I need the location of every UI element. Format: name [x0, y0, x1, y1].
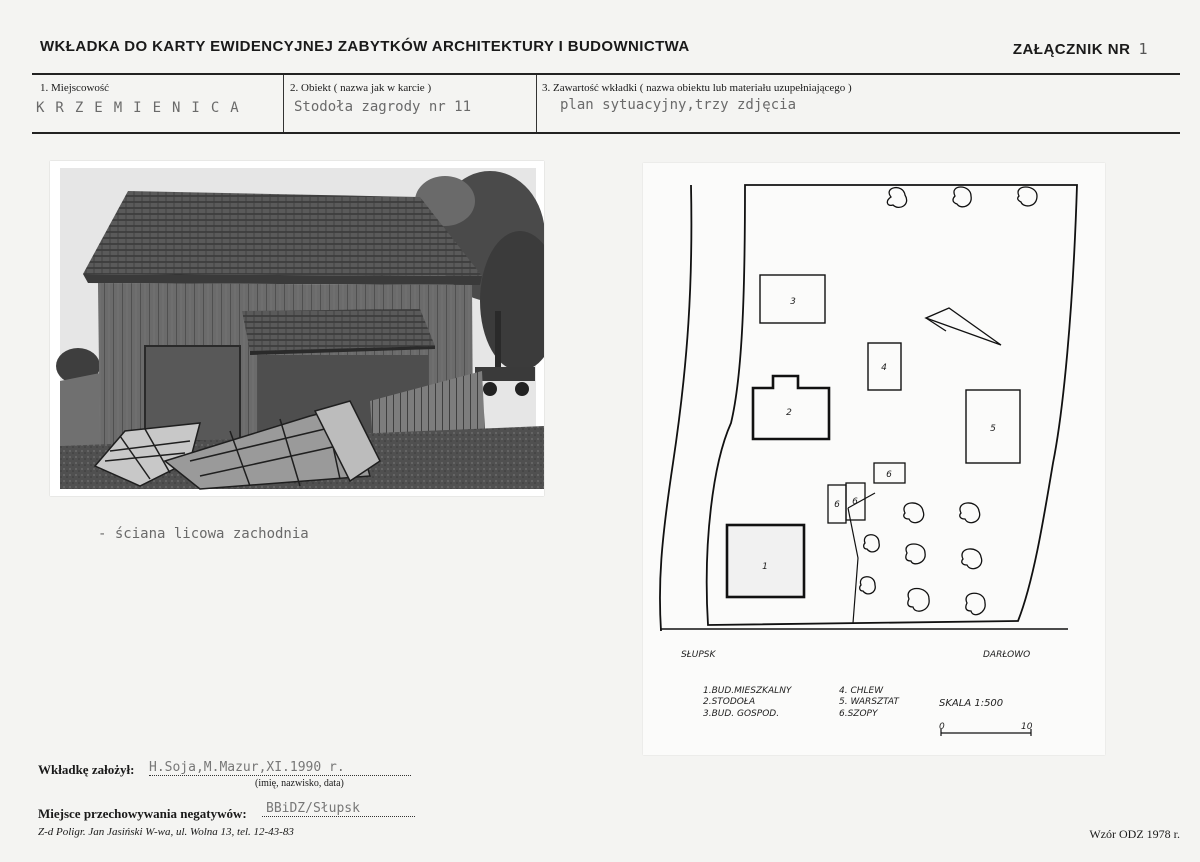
- created-by-hint: (imię, nazwisko, data): [255, 778, 344, 789]
- north-arrow-icon: [926, 308, 1001, 345]
- scale-bar: [941, 729, 1031, 736]
- site-plan-frame: [643, 163, 1105, 755]
- legend-item-4: 4. CHLEW: [839, 686, 884, 696]
- photo-barn-roof: [83, 191, 482, 276]
- legend-item-1: 1.BUD.MIESZKALNY: [703, 686, 792, 696]
- form-model-id: Wzór ODZ 1978 r.: [1089, 827, 1180, 841]
- building-3-label: 3: [790, 297, 796, 307]
- building-2: [753, 376, 829, 439]
- printer-info: Z-d Poligr. Jan Jasiński W-wa, ul. Wolna 13, tel. 12-43-83: [38, 826, 294, 838]
- header-rule-top: [32, 73, 1180, 75]
- legend-item-5: 5. WARSZTAT: [839, 697, 899, 707]
- scale-end: 10: [1021, 722, 1033, 732]
- barn-photo-frame: [50, 161, 544, 496]
- building-5-label: 5: [990, 424, 996, 434]
- attachment-label: ZAŁĄCZNIK NR: [1012, 41, 1131, 58]
- form-title: WKŁADKA DO KARTY EWIDENCYJNEJ ZABYTKÓW ARCHITEKTURY I BUDOWNICTWA: [40, 38, 690, 55]
- building-6-a-label: 6: [886, 470, 892, 480]
- photo-leanto-roof: [242, 309, 435, 351]
- attachment-value: 1: [1138, 40, 1148, 58]
- header-rule-bottom: [32, 132, 1180, 134]
- site-plan: [643, 163, 1105, 755]
- building-4: [868, 343, 901, 390]
- negatives-storage-value: BBiDZ/Słupsk: [262, 801, 415, 817]
- contents-value: plan sytuacyjny,trzy zdjęcia: [560, 97, 797, 113]
- field-divider-2: [536, 75, 537, 132]
- barn-photo: [50, 161, 544, 496]
- road-label-left: SŁUPSK: [681, 650, 716, 660]
- contents-label: 3. Zawartość wkładki ( nazwa obiektu lub materiału uzupełniającego ): [542, 82, 852, 94]
- building-6-b-label: 6: [834, 500, 840, 510]
- field-divider-1: [283, 75, 284, 132]
- object-label: 2. Obiekt ( nazwa jak w karcie ): [290, 82, 432, 94]
- building-2-label: 2: [786, 408, 792, 418]
- scale-start: 0: [939, 722, 945, 732]
- object-value: Stodoła zagrody nr 11: [294, 99, 472, 115]
- place-label: 1. Miejscowość: [40, 82, 110, 94]
- created-by-label: Wkładkę założył:: [38, 762, 135, 777]
- legend-item-2: 2.STODOŁA: [703, 697, 756, 707]
- building-5: [966, 390, 1020, 463]
- attachment-number: [1013, 40, 1148, 58]
- road-label-right: DARŁOWO: [983, 650, 1031, 660]
- building-3: [760, 275, 825, 323]
- negatives-storage-label: Miejsce przechowywania negatywów:: [38, 806, 247, 821]
- place-value: KRZEMIENICA: [36, 100, 250, 116]
- building-6-a: [874, 463, 905, 483]
- created-by-value: H.Soja,M.Mazur,XI.1990 r.: [149, 760, 411, 776]
- building-1-label: 1: [762, 562, 768, 572]
- scale-label: SKALA 1:500: [939, 698, 1004, 709]
- legend-item-6: 6.SZOPY: [839, 709, 878, 719]
- building-1: [727, 525, 804, 597]
- legend-item-3: 3.BUD. GOSPOD.: [703, 709, 780, 719]
- building-6-c-label: 6: [852, 497, 858, 507]
- building-4-label: 4: [881, 363, 887, 373]
- photo-side-shed: [60, 373, 100, 446]
- tree-symbols: [860, 187, 1037, 615]
- road-curve: [660, 185, 692, 631]
- plan-legend: [703, 686, 900, 719]
- photo-caption: - ściana licowa zachodnia: [98, 526, 309, 542]
- building-6-b: [828, 485, 846, 523]
